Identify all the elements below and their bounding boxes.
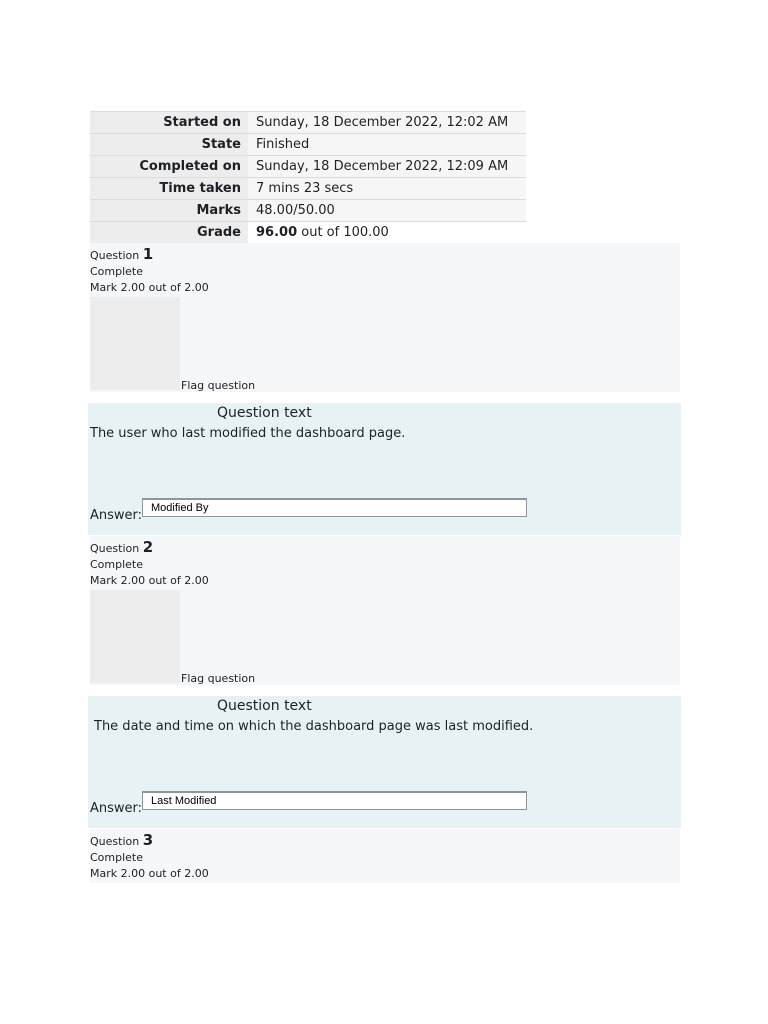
summary-label: Completed on	[90, 156, 248, 178]
answer-label: Answer:	[90, 508, 143, 523]
question-prefix: Question	[90, 835, 140, 848]
question-1-formulation	[88, 403, 681, 535]
answer-label: Answer:	[90, 801, 143, 816]
summary-value: Finished	[248, 134, 526, 156]
question-mark: Mark 2.00 out of 2.00	[90, 574, 209, 587]
question-text: The date and time on which the dashboard page was last modified.	[94, 719, 534, 734]
summary-value: 48.00/50.00	[248, 200, 526, 222]
question-number-line	[90, 243, 680, 264]
question-mark: Mark 2.00 out of 2.00	[90, 281, 209, 294]
question-text-heading: Question text	[217, 698, 312, 714]
question-number-line	[90, 536, 680, 557]
attempt-summary-table	[90, 111, 526, 244]
flag-area	[90, 590, 180, 683]
question-number: 2	[142, 538, 154, 556]
summary-label: Grade	[90, 222, 248, 244]
grade-value: 96.00	[256, 225, 298, 241]
summary-value: 7 mins 23 secs	[248, 178, 526, 200]
question-state: Complete	[90, 558, 144, 571]
question-3-info	[90, 829, 680, 883]
summary-row-state	[90, 134, 526, 156]
question-prefix: Question	[90, 542, 140, 555]
question-mark: Mark 2.00 out of 2.00	[90, 867, 209, 880]
summary-label: Started on	[90, 112, 248, 134]
summary-row-started	[90, 112, 526, 134]
flag-question-link[interactable]: Flag question	[181, 379, 256, 392]
summary-label: Marks	[90, 200, 248, 222]
question-prefix: Question	[90, 249, 140, 262]
question-state: Complete	[90, 851, 144, 864]
summary-row-marks	[90, 200, 526, 222]
flag-area	[90, 297, 180, 390]
summary-row-grade	[90, 222, 526, 244]
question-number-line	[90, 829, 680, 850]
question-text-heading: Question text	[217, 405, 312, 421]
question-1-info	[90, 243, 680, 392]
question-2-formulation	[88, 696, 681, 828]
question-2-info	[90, 536, 680, 685]
grade-suffix: out of 100.00	[297, 225, 389, 241]
summary-value: Sunday, 18 December 2022, 12:09 AM	[248, 156, 526, 178]
summary-label: Time taken	[90, 178, 248, 200]
question-number: 1	[142, 245, 154, 263]
summary-label: State	[90, 134, 248, 156]
answer-input[interactable]	[142, 498, 527, 517]
summary-row-completed	[90, 156, 526, 178]
summary-value	[248, 222, 526, 244]
flag-question-link[interactable]: Flag question	[181, 672, 256, 685]
answer-input[interactable]	[142, 791, 527, 810]
summary-row-time-taken	[90, 178, 526, 200]
question-state: Complete	[90, 265, 144, 278]
summary-value: Sunday, 18 December 2022, 12:02 AM	[248, 112, 526, 134]
question-text: The user who last modified the dashboard page.	[90, 426, 406, 441]
question-number: 3	[142, 831, 154, 849]
